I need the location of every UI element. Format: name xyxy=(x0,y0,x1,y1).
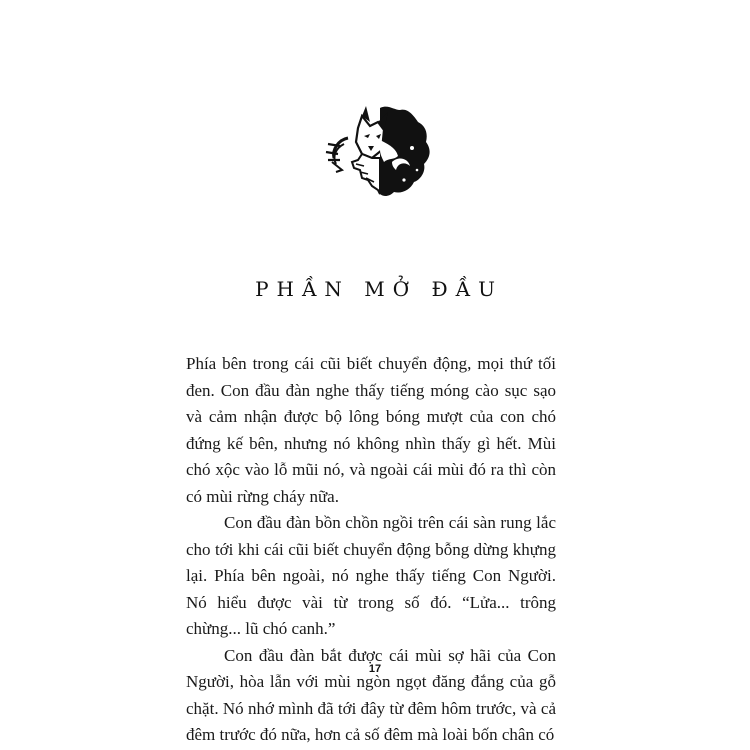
paragraph: Con đầu đàn bồn chồn ngồi trên cái sàn rung lắc cho tới khi cái cũi biết chuyển động bỗng dừng khựng lại. Phía bên ngoài, nó nghe thấy tiếng Con Người. Nó hiểu được vài từ trong số đó. “Lửa... trông chừng... lũ chó canh.” xyxy=(186,513,556,638)
page-number: 17 xyxy=(368,663,382,675)
paragraph: Phía bên trong cái cũi biết chuyển động, mọi thứ tối đen. Con đầu đàn nghe thấy tiếng móng cào sục sạo và cảm nhận được bộ lông bóng mượt của con chó đứng kế bên, nhưng nó không nhìn thấy gì hết. Mùi chó xộc vào lỗ mũi nó, và ngoài cái mùi đó ra thì còn có mùi rừng cháy nữa. xyxy=(186,354,556,506)
paragraph: Con đầu đàn bắt được cái mùi sợ hãi của Con Người, hòa lẫn với mùi ngòn ngọt đăng đắng của gỗ chặt. Nó nhớ mình đã tới đây từ đêm hôm trước, và cả đêm trước đó nữa, hơn cả số đêm mà loài bốn chân có xyxy=(186,645,556,744)
chapter-title: PHẦN MỞ ĐẦU xyxy=(255,277,503,302)
fox-badge-icon xyxy=(318,100,436,204)
body-text xyxy=(186,351,556,749)
